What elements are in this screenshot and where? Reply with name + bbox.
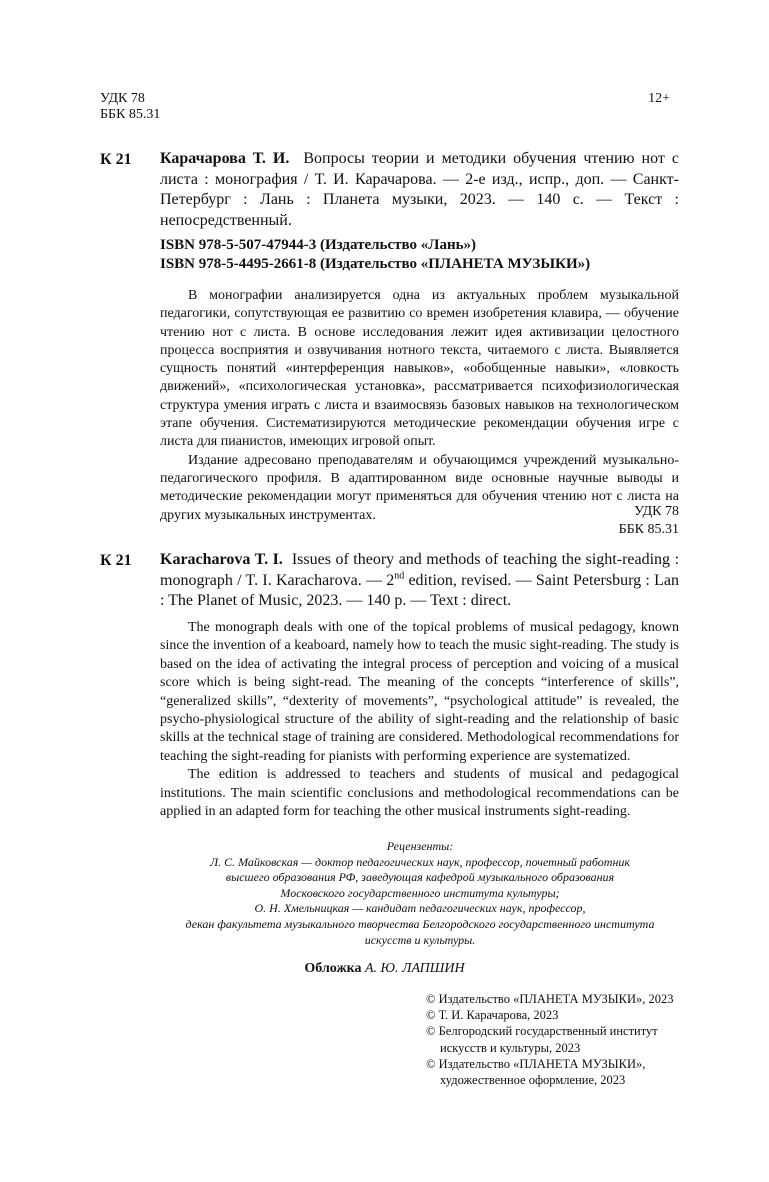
- isbn-planet: ISBN 978-5-4495-2661-8 (Издательство «ПЛАНЕТА МУЗЫКИ»): [160, 256, 591, 272]
- abstract-ru-paragraph-2: Издание адресовано преподавателям и обучающимся учреждений музыкально-педагогического профиля. В адаптированном виде основные научные выводы и методические рекомендации могут применяться для обучения чтению нот с листа на других музыкальных инструментах.: [160, 452, 679, 523]
- author-name-en: Karacharova T. I.: [160, 551, 283, 568]
- author-mark-en: К 21: [100, 552, 132, 569]
- entry-body-en-start: Issues of theory and methods of teaching the sight-reading : monograph / T. I. Karacharova. — 2: [160, 551, 680, 589]
- copyright-line: © Т. И. Карачарова, 2023: [426, 1008, 559, 1023]
- reviewer-line: декан факультета музыкального творчества Белгородского государственного института: [185, 916, 655, 931]
- reviewer-line: Московского государственного института культуры;: [280, 885, 560, 900]
- udk-code: УДК 78: [100, 91, 145, 106]
- copyright-block: [426, 991, 674, 1088]
- author-mark-ru: К 21: [100, 151, 132, 168]
- cover-designer: А. Ю. ЛАПШИН: [364, 961, 465, 976]
- classification-header: [100, 91, 160, 123]
- bbk-code-2: ББК 85.31: [618, 522, 679, 537]
- bibliographic-entry-ru: [160, 149, 679, 231]
- isbn-lan: ISBN 978-5-507-47944-3 (Издательство «Лань»): [160, 237, 477, 253]
- abstract-ru-paragraph-1: В монографии анализируется одна из актуальных проблем музыкальной педагогики, сопутствующая ее развитию со времен изобретения клавира, — обучение чтению нот с листа. В основе исследования лежит идея активизации целостного процесса восприятия и озвучивания нотного текста, читаемого с листа. Выявляется сущность понятий «интерференция навыков», «обобщенные навыки», «ловкость движений», «психологическая установка», рассматривается психофизиологическая структура умения играть с листа и взаимосвязь базовых навыков на технологическом этапе обучения. Систематизируются методические рекомендации обучения игре с листа для пианистов, имеющих игровой опыт.: [160, 288, 679, 450]
- copyright-line: © Белгородский государственный институт: [426, 1024, 658, 1039]
- reviewers-block: [155, 839, 685, 948]
- author-name-ru: Карачарова Т. И.: [160, 150, 290, 167]
- reviewer-line: высшего образования РФ, заведующая кафедрой музыкального образования: [225, 870, 615, 885]
- reviewer-line: О. Н. Хмельницкая — кандидат педагогических наук, профессор,: [254, 901, 586, 916]
- reviewers-title: Рецензенты:: [386, 839, 454, 853]
- copyright-line: © Издательство «ПЛАНЕТА МУЗЫКИ»,: [426, 1056, 646, 1071]
- abstract-en: [160, 619, 679, 821]
- reviewer-line: Л. С. Майковская — доктор педагогических наук, профессор, почетный работник: [209, 854, 631, 869]
- age-rating: 12+: [648, 91, 670, 106]
- copyright-line: искусств и культуры, 2023: [440, 1040, 581, 1055]
- entry-body-en-end: edition, revised. — Saint Petersburg : Lan : The Planet of Music, 2023. — 140 p. — Text : direct.: [160, 571, 679, 609]
- abstract-en-paragraph-2: The edition is addressed to teachers and students of musical and pedagogical institutions. The main scientific conclusions and methodological recommendations can be applied in an adapted form for teaching the other musical instruments sight-reading.: [160, 767, 679, 820]
- bbk-code: ББК 85.31: [100, 107, 161, 122]
- reviewer-line: искусств и культуры.: [364, 932, 476, 947]
- copyright-line: художественное оформление, 2023: [440, 1073, 626, 1088]
- udk-code-2: УДК 78: [634, 504, 679, 519]
- cover-label: Обложка: [304, 961, 362, 976]
- cover-credit: [0, 960, 769, 978]
- copyright-line: © Издательство «ПЛАНЕТА МУЗЫКИ», 2023: [426, 992, 674, 1006]
- edition-superscript: nd: [394, 570, 405, 582]
- entry-body-ru: Вопросы теории и методики обучения чтению нот с листа : монография / Т. И. Карачарова. — 2-е изд., испр., доп. — Санкт-Петербург : Лань : Планета музыки, 2023. — 140 с. — Текст : непосредственный.: [160, 150, 679, 229]
- abstract-ru: [160, 287, 679, 525]
- abstract-en-paragraph-1: The monograph deals with one of the topical problems of musical pedagogy, known since the invention of a keaboard, namely how to teach the music sight-reading. The study is based on the idea of activating the integral process of perception and voicing of a musical score which is being sight-read. The meaning of the concepts “interference of skills”, “generalized skills”, “dexterity of movements”, “psychological attitude” is revealed, the psycho-physiological structure of the ability of sight-reading and the relationship of basic skills at the technical stage of training are considered. Methodological recommendations for teaching the sight-reading for pianists with performing experience are systematized.: [160, 620, 679, 764]
- abstract-classification: [619, 503, 679, 539]
- bibliographic-entry-en: [160, 550, 679, 612]
